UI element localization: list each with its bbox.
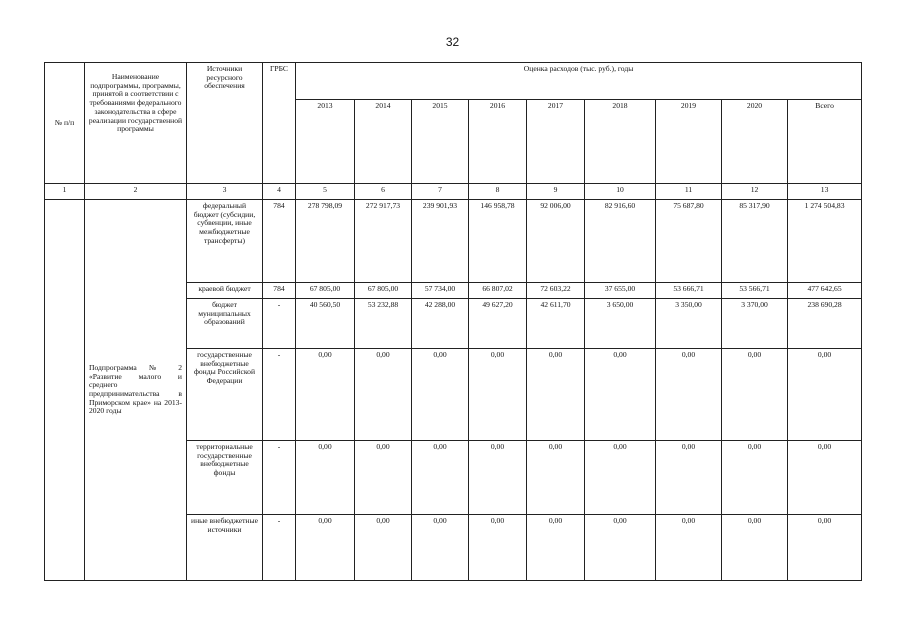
header-col-name: Наименование подпрограммы, программы, принятой в соответствии с требованиями федерального законодательства в сфере реализации государственной программы [85, 63, 187, 184]
value-cell: 42 611,70 [527, 299, 585, 349]
header-col-costs: Оценка расходов (тыс. руб.), годы [296, 63, 862, 100]
value-cell: 272 917,73 [355, 200, 412, 283]
column-number-row [45, 184, 862, 200]
value-cell: 146 958,78 [469, 200, 527, 283]
year-header: 2019 [656, 100, 722, 184]
value-cell: 0,00 [412, 515, 469, 581]
column-number: 2 [85, 184, 187, 200]
source-cell: территориальные государственные внебюджетные фонды [187, 441, 263, 515]
value-cell: 3 370,00 [722, 299, 788, 349]
value-cell: 0,00 [296, 441, 355, 515]
value-cell: 239 901,93 [412, 200, 469, 283]
value-cell: 0,00 [722, 441, 788, 515]
value-cell: 0,00 [296, 515, 355, 581]
year-header: 2014 [355, 100, 412, 184]
total-cell: 477 642,65 [788, 283, 862, 299]
value-cell: 278 798,09 [296, 200, 355, 283]
value-cell: 0,00 [527, 349, 585, 441]
value-cell: 0,00 [656, 515, 722, 581]
value-cell: 0,00 [412, 349, 469, 441]
value-cell: 0,00 [469, 441, 527, 515]
column-number: 1 [45, 184, 85, 200]
column-number: 5 [296, 184, 355, 200]
year-header: 2016 [469, 100, 527, 184]
value-cell: 67 805,00 [296, 283, 355, 299]
value-cell: 0,00 [412, 441, 469, 515]
value-cell: 67 805,00 [355, 283, 412, 299]
grbs-cell: 784 [263, 283, 296, 299]
value-cell: 0,00 [355, 441, 412, 515]
value-cell: 0,00 [656, 349, 722, 441]
value-cell: 92 006,00 [527, 200, 585, 283]
total-cell: 0,00 [788, 515, 862, 581]
value-cell: 57 734,00 [412, 283, 469, 299]
column-number: 10 [585, 184, 656, 200]
table-row [45, 200, 862, 283]
value-cell: 0,00 [469, 515, 527, 581]
year-header: 2018 [585, 100, 656, 184]
total-cell: 0,00 [788, 349, 862, 441]
year-header: 2013 [296, 100, 355, 184]
column-number: 9 [527, 184, 585, 200]
year-header: 2020 [722, 100, 788, 184]
value-cell: 49 627,20 [469, 299, 527, 349]
value-cell: 0,00 [527, 441, 585, 515]
value-cell: 3 350,00 [656, 299, 722, 349]
column-number: 4 [263, 184, 296, 200]
value-cell: 0,00 [527, 515, 585, 581]
header-col-num: № п/п [45, 63, 85, 184]
grbs-cell: - [263, 299, 296, 349]
header-col-grbs: ГРБС [263, 63, 296, 184]
total-cell: 1 274 504,83 [788, 200, 862, 283]
budget-table [44, 62, 862, 581]
value-cell: 0,00 [296, 349, 355, 441]
grbs-cell: - [263, 349, 296, 441]
column-number: 6 [355, 184, 412, 200]
source-cell: федеральный бюджет (субсидии, субвенции, иные межбюджетные трансферты) [187, 200, 263, 283]
value-cell: 85 317,90 [722, 200, 788, 283]
value-cell: 0,00 [585, 349, 656, 441]
header-row [45, 63, 862, 100]
subprogram-name: Подпрограмма № 2 «Развитие малого и среднего предпринимательства в Приморском крае» на 2013-2020 годы [85, 200, 187, 581]
total-header: Всего [788, 100, 862, 184]
value-cell: 53 566,71 [722, 283, 788, 299]
value-cell: 53 666,71 [656, 283, 722, 299]
source-cell: государственные внебюджетные фонды Российской Федерации [187, 349, 263, 441]
column-number: 7 [412, 184, 469, 200]
column-number: 3 [187, 184, 263, 200]
value-cell: 0,00 [585, 515, 656, 581]
value-cell: 37 655,00 [585, 283, 656, 299]
value-cell: 75 687,80 [656, 200, 722, 283]
value-cell: 0,00 [469, 349, 527, 441]
column-number: 11 [656, 184, 722, 200]
value-cell: 40 560,50 [296, 299, 355, 349]
source-cell: бюджет муниципальных образований [187, 299, 263, 349]
value-cell: 3 650,00 [585, 299, 656, 349]
column-number: 8 [469, 184, 527, 200]
value-cell: 53 232,88 [355, 299, 412, 349]
grbs-cell: - [263, 515, 296, 581]
value-cell: 0,00 [355, 349, 412, 441]
value-cell: 82 916,60 [585, 200, 656, 283]
year-header: 2017 [527, 100, 585, 184]
value-cell: 72 603,22 [527, 283, 585, 299]
value-cell: 0,00 [355, 515, 412, 581]
value-cell: 0,00 [585, 441, 656, 515]
source-cell: иные внебюджетные источники [187, 515, 263, 581]
total-cell: 0,00 [788, 441, 862, 515]
value-cell: 66 807,02 [469, 283, 527, 299]
column-number: 12 [722, 184, 788, 200]
source-cell: краевой бюджет [187, 283, 263, 299]
year-header: 2015 [412, 100, 469, 184]
total-cell: 238 690,28 [788, 299, 862, 349]
value-cell: 0,00 [656, 441, 722, 515]
page-number: 32 [445, 35, 460, 49]
grbs-cell: 784 [263, 200, 296, 283]
row-number-cell [45, 200, 85, 581]
value-cell: 0,00 [722, 349, 788, 441]
column-number: 13 [788, 184, 862, 200]
value-cell: 0,00 [722, 515, 788, 581]
header-col-source: Источники ресурсного обеспечения [187, 63, 263, 184]
grbs-cell: - [263, 441, 296, 515]
value-cell: 42 288,00 [412, 299, 469, 349]
